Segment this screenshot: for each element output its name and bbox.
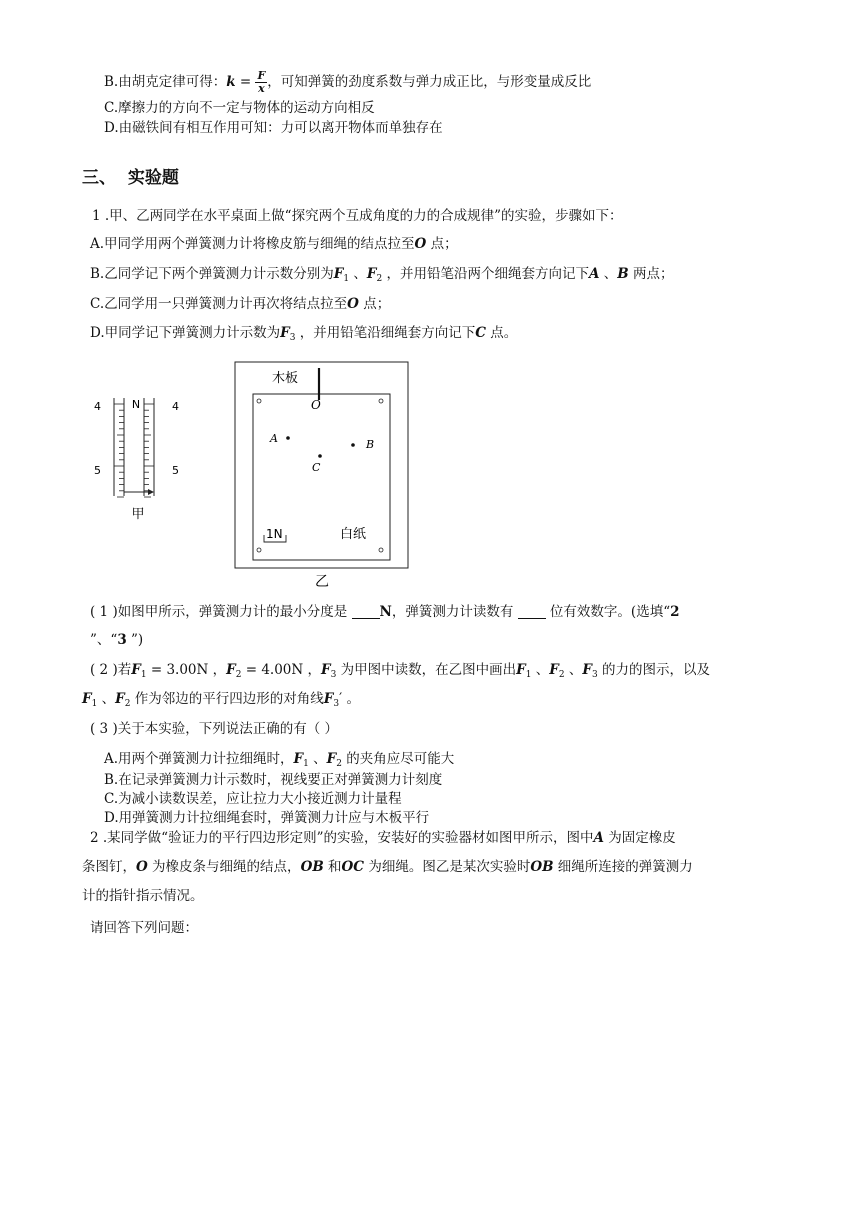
unit-scale-label: 1N (266, 527, 283, 541)
separator: 、 (564, 662, 583, 678)
q2-line2-text-e: 细绳所连接的弹簧测力 (553, 859, 693, 875)
q1-sub2-line1 (90, 660, 710, 685)
q1-step-b-end: 两点； (628, 266, 674, 282)
scale-unit: N (131, 398, 141, 411)
q1-step-d-mid: ，并用铅笔沿细绳套方向记下 (295, 325, 476, 341)
q2-line1-end: 为固定橡皮 (603, 830, 676, 846)
segment-ob: OB (300, 859, 324, 875)
f1-subscript: 1 (303, 759, 309, 769)
q1-step-a-end: 点； (426, 236, 458, 252)
option-3: 3 (117, 632, 127, 648)
point-o-label: O (414, 236, 427, 252)
f3-symbol: F (582, 662, 592, 678)
f3-prime-subscript: 3 (333, 699, 340, 709)
q1-sub3-stem: ( 3 )关于本实验，下列说法正确的有（ ） (90, 721, 338, 737)
figure-yi-board (232, 360, 412, 592)
point-a-label: A (593, 830, 604, 846)
q1-sub2-text-f: 作为邻边的平行四边形的对角线 (130, 691, 324, 707)
separator: 、 (599, 266, 618, 282)
f3-subscript: 3 (289, 333, 296, 343)
q1-step-d-end: 点。 (486, 325, 518, 341)
point-a: A (270, 432, 278, 445)
formula-k: k (226, 74, 236, 90)
segment-ob: OB (530, 859, 554, 875)
q1-sub3-option-b: B.在记录弹簧测力计示数时，视线要正对弹簧测力计刻度 (104, 772, 443, 788)
f1-symbol: F (131, 662, 141, 678)
f1-subscript: 1 (525, 670, 532, 680)
q1-sub1-text-c: 位有效数字。(选填“ (545, 604, 671, 620)
q1-sub1-line1 (90, 602, 680, 622)
f1-value: = 3.00N (146, 662, 209, 678)
q1-sub3-option-c: C.为减小读数误差，应让拉力大小接近测力计量程 (104, 791, 402, 807)
point-c-dot (318, 454, 322, 458)
tick-4-left: 4 (94, 400, 101, 413)
f1-symbol: F (293, 751, 304, 767)
q1-stem: 1 .甲、乙两同学在水平桌面上做“探究两个互成角度的力的合成规律”的实验，步骤如下： (92, 208, 623, 224)
f2-subscript: 2 (124, 699, 131, 709)
f2-subscript: 2 (558, 670, 565, 680)
q1-step-a (90, 234, 458, 254)
segment-oc: OC (341, 859, 365, 875)
section-title: 实验题 (127, 168, 179, 188)
f1-subscript: 1 (91, 699, 98, 709)
point-b-label: B (617, 266, 629, 282)
separator: 、 (531, 662, 550, 678)
unit-n: N (379, 604, 392, 620)
point-c-label: C (475, 325, 487, 341)
pin-icon (257, 399, 261, 403)
f3-prime-symbol: F (323, 691, 334, 707)
q1-step-c-end: 点； (358, 296, 391, 312)
f2-symbol: F (226, 662, 236, 678)
f2-symbol: F (366, 266, 377, 282)
figure-yi-caption: 乙 (315, 574, 329, 590)
point-c: C (312, 461, 321, 474)
f2-subscript: 2 (376, 274, 383, 284)
formula-denominator: x (258, 82, 265, 95)
answer-blank[interactable] (352, 604, 380, 619)
f2-symbol: F (549, 662, 559, 678)
q2-line2 (82, 857, 693, 877)
q2-line2-text-a: 条图钉， (82, 859, 136, 875)
q1-sub1-line2 (90, 630, 143, 650)
q1-sub1-text-d: ”、“ (90, 632, 118, 648)
pin-icon (379, 548, 383, 552)
f3-symbol: F (321, 662, 331, 678)
q1-step-b-mid: ，并用铅笔沿两个细绳套方向记下 (382, 266, 589, 282)
separator: ， (303, 662, 321, 678)
f2-subscript: 2 (235, 670, 242, 680)
q2-line1-text: 2 .某同学做“验证力的平行四边形定则”的实验，安装好的实验器材如图甲所示，图中 (90, 830, 594, 846)
q1-step-d-text: D.甲同学记下弹簧测力计示数为 (90, 325, 281, 341)
tick-4-right: 4 (172, 400, 179, 413)
q1-sub3-a-end: 的夹角应尽可能大 (342, 751, 455, 767)
q2-line2-text-d: 为细绳。图乙是某次实验时 (364, 859, 531, 875)
f1-symbol: F (82, 691, 92, 707)
f3-subscript: 3 (591, 670, 598, 680)
point-b: B (366, 438, 375, 451)
pin-icon (379, 399, 383, 403)
board-label: 木板 (272, 371, 299, 386)
q1-sub2-text-a: ( 2 )若 (90, 662, 132, 678)
tick-5-left: 5 (94, 464, 101, 477)
option-2: 2 (670, 604, 680, 620)
point-a-dot (286, 436, 290, 440)
q2-line3: 计的指针指示情况。 (82, 888, 204, 904)
separator: 、 (349, 266, 367, 282)
q1-step-b (90, 264, 673, 289)
figure-jia-caption: 甲 (131, 507, 145, 522)
q2-line2-text-c: 和 (323, 859, 342, 875)
section-number: 三、 (82, 168, 116, 188)
q1-sub2-end: 。 (342, 691, 360, 707)
q1-step-c-text: C.乙同学用一只弹簧测力计再次将结点拉至 (90, 296, 348, 312)
paper-label: 白纸 (340, 527, 367, 542)
q1-sub3-a-text: A.用两个弹簧测力计拉细绳时， (104, 751, 294, 767)
point-o-label: O (347, 296, 359, 312)
option-d: D.由磁铁间有相互作用可知：力可以离开物体而单独存在 (104, 120, 443, 136)
formula-numerator: F (257, 69, 266, 82)
q2-line1 (90, 828, 676, 848)
q2-line2-text-b: 为橡皮条与细绳的结点， (147, 859, 301, 875)
q1-sub3-option-d: D.用弹簧测力计拉细绳套时，弹簧测力计应与木板平行 (104, 810, 430, 826)
answer-blank[interactable] (518, 604, 546, 619)
f1-symbol: F (516, 662, 526, 678)
formula-eq: = (235, 74, 256, 90)
f2-symbol: F (115, 691, 125, 707)
point-o-label: O (136, 859, 148, 875)
figure-jia-spring-scale (88, 392, 198, 528)
f2-subscript: 2 (336, 759, 342, 769)
q1-sub1-text-e: ”) (126, 632, 144, 648)
formula-fraction (255, 70, 267, 95)
wood-board (235, 362, 408, 568)
separator: ， (208, 662, 227, 678)
f1-subscript: 1 (140, 670, 147, 680)
separator: 、 (308, 751, 327, 767)
option-c: C.摩擦力的方向不一定与物体的运动方向相反 (104, 100, 375, 116)
point-a-label: A (588, 266, 600, 282)
separator: 、 (97, 691, 116, 707)
q1-sub2-text-d: 为甲图中读数，在乙图中画出 (336, 662, 517, 678)
q1-step-b-text: B.乙同学记下两个弹簧测力计示数分别为 (90, 266, 334, 282)
pin-icon (257, 548, 261, 552)
q1-step-c (90, 294, 390, 314)
f2-value: = 4.00N (241, 662, 304, 678)
section-heading (82, 163, 179, 188)
prime-mark: ′ (339, 691, 343, 707)
q1-step-a-text: A.甲同学用两个弹簧测力计将橡皮筋与细绳的结点拉至 (90, 236, 415, 252)
pointer-arrow-icon (148, 489, 154, 495)
tick-5-right: 5 (172, 464, 179, 477)
f1-subscript: 1 (343, 274, 350, 284)
q1-step-d (90, 323, 517, 348)
option-b-prefix: B.由胡克定律可得： (104, 74, 227, 90)
f3-symbol: F (280, 325, 290, 341)
q1-sub2-text-e: 的力的图示，以及 (597, 662, 710, 678)
q2-line4: 请回答下列问题： (90, 920, 198, 936)
scale-ticks (114, 404, 154, 497)
f2-symbol: F (326, 751, 337, 767)
point-o: O (311, 398, 321, 412)
option-b (104, 70, 591, 95)
f1-symbol: F (333, 266, 344, 282)
q1-sub1-text-b: ，弹簧测力计读数有 (391, 604, 518, 620)
q1-sub1-text-a: ( 1 )如图甲所示，弹簧测力计的最小分度是 (90, 604, 352, 620)
q1-sub2-line2 (82, 689, 360, 714)
f3-subscript: 3 (330, 670, 337, 680)
option-b-suffix: ，可知弹簧的劲度系数与弹力成正比，与形变量成反比 (267, 74, 592, 90)
point-b-dot (351, 443, 355, 447)
